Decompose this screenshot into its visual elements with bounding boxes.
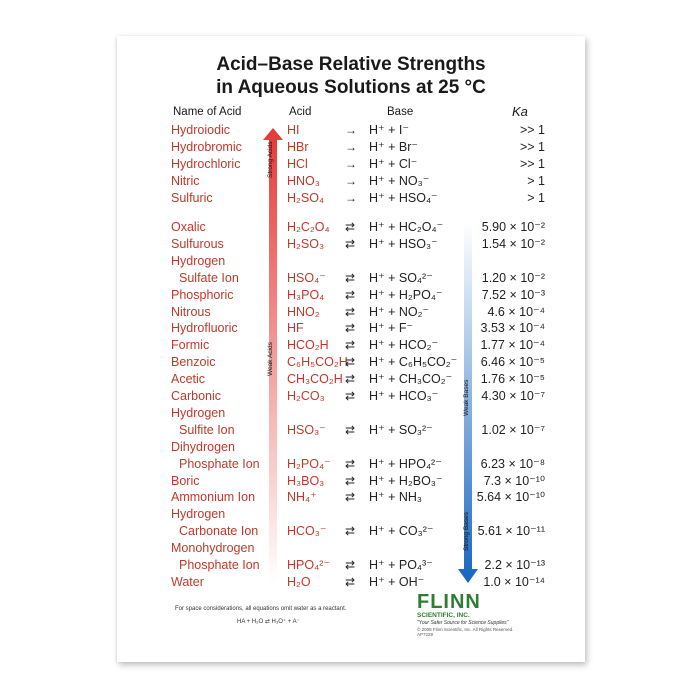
table-row (117, 320, 585, 337)
table-row (117, 354, 585, 371)
table-row (117, 190, 585, 207)
conjugate-base: H⁺ + H₂BO₃⁻ (369, 473, 443, 488)
table-row (117, 173, 585, 190)
acid-name: Benzoic (171, 355, 216, 370)
table-row (117, 337, 585, 354)
ka-value: > 1 (527, 174, 545, 188)
conjugate-base: H⁺ + HSO₃⁻ (369, 236, 438, 251)
reaction-arrow: ⇄ (345, 372, 356, 387)
ka-value: 7.3 × 10⁻¹⁰ (483, 473, 545, 488)
table-row (117, 405, 585, 422)
ka-value: 3.53 × 10⁻⁴ (480, 321, 545, 336)
acid-formula: HNO₃ (287, 174, 320, 188)
acid-formula: NH₄⁺ (287, 490, 317, 505)
table-row (117, 439, 585, 456)
ka-value: 5.61 × 10⁻¹¹ (477, 524, 545, 539)
acid-name: Nitrous (171, 304, 211, 319)
table-row (117, 139, 585, 156)
reaction-arrow: ⇄ (345, 456, 356, 471)
acid-formula: H₃BO₃ (287, 473, 325, 488)
reaction-arrow: ⇄ (345, 287, 356, 302)
acid-name: Phosphate Ion (179, 558, 260, 572)
table-row (117, 219, 585, 236)
ka-value: 6.46 × 10⁻⁵ (480, 355, 545, 370)
footnote: For space considerations, all equations omit water as a reactant. (175, 606, 347, 612)
acid-name: Carbonic (171, 389, 222, 403)
ka-value: >> 1 (519, 123, 545, 137)
ka-value: 1.77 × 10⁻⁴ (480, 338, 545, 353)
table-row (117, 270, 585, 287)
ka-value: >> 1 (519, 157, 545, 171)
acid-name: Hydrogen (171, 507, 226, 522)
logo-copyright: © 2008 Flinn Scientific, Inc. All Rights Reserved. (417, 627, 514, 632)
strong-acids-label: Strong Acids (267, 141, 274, 178)
ka-value: 4.30 × 10⁻⁷ (481, 389, 545, 403)
conjugate-base: H⁺ + I⁻ (369, 123, 409, 137)
acid-formula: HSO₄⁻ (287, 270, 326, 285)
ka-value: 1.76 × 10⁻⁵ (480, 372, 545, 387)
conjugate-base: H⁺ + NO₃⁻ (369, 174, 430, 188)
acid-formula: H₂PO₄⁻ (287, 456, 331, 471)
acid-formula: HNO₂ (287, 304, 320, 319)
table-row (117, 422, 585, 439)
conjugate-base: H⁺ + OH⁻ (369, 574, 425, 589)
conjugate-base: H⁺ + C₆H₅CO₂⁻ (369, 355, 458, 370)
acid-formula: HI (287, 123, 300, 137)
acid-name: Hydrochloric (171, 157, 241, 171)
acid-name: Phosphoric (171, 287, 234, 302)
acid-formula: H₂O (287, 574, 311, 589)
acid-name: Hydrogen (171, 253, 226, 268)
ka-value: 7.52 × 10⁻³ (481, 287, 545, 302)
reaction-arrow: ⇄ (345, 220, 356, 234)
acid-name: Sulfuric (171, 191, 213, 205)
ka-value: 6.23 × 10⁻⁸ (480, 456, 545, 471)
acid-name: Sulfite Ion (179, 422, 235, 437)
acid-name: Monohydrogen (171, 541, 255, 556)
conjugate-base: H⁺ + HC₂O₄⁻ (369, 220, 444, 234)
ka-value: 1.54 × 10⁻² (481, 236, 545, 251)
table-row (117, 371, 585, 388)
header-ka: Ka (512, 104, 528, 119)
acid-formula: HCO₂H (287, 338, 329, 353)
logo-main: FLINN (417, 591, 481, 613)
acid-name: Formic (171, 338, 210, 353)
acid-formula: H₂C₂O₄ (287, 220, 330, 234)
conjugate-base: H⁺ + HCO₃⁻ (369, 389, 439, 403)
acid-name: Carbonate Ion (179, 524, 259, 539)
reaction-arrow: ⇄ (345, 304, 356, 319)
logo-code: AP7229 (417, 632, 434, 637)
table-row (117, 236, 585, 253)
acid-base-poster (117, 36, 585, 662)
weak-bases-label: Weak Bases (463, 379, 470, 416)
table-row (117, 156, 585, 173)
reaction-arrow: ⇄ (345, 236, 356, 251)
reaction-arrow: ⇄ (345, 338, 356, 353)
reaction-arrow: ⇄ (345, 270, 356, 285)
reaction-arrow: → (345, 157, 357, 171)
acid-formula: H₃PO₄ (287, 287, 325, 302)
acid-formula: C₆H₅CO₂H (287, 355, 348, 370)
table-row (117, 489, 585, 506)
conjugate-base: H⁺ + CH₃CO₂⁻ (369, 372, 453, 387)
ka-value: 5.64 × 10⁻¹⁰ (476, 490, 545, 505)
table-row (117, 253, 585, 270)
conjugate-base: H⁺ + Br⁻ (369, 140, 418, 154)
acid-formula: H₂CO₃ (287, 389, 325, 403)
reaction-arrow: ⇄ (345, 355, 356, 370)
acid-formula: H₂SO₄ (287, 191, 325, 205)
acid-name: Sulfate Ion (179, 270, 239, 285)
header-acid: Acid (289, 106, 312, 118)
conjugate-base: H⁺ + SO₃²⁻ (369, 422, 433, 437)
conjugate-base: H⁺ + HPO₄²⁻ (369, 456, 442, 471)
acid-name: Boric (171, 473, 200, 488)
header-name-of-acid: Name of Acid (173, 106, 242, 118)
poster-title-line2: in Aqueous Solutions at 25 °C (216, 77, 486, 98)
conjugate-base: H⁺ + NH₃ (369, 490, 423, 505)
reaction-arrow: ⇄ (345, 422, 356, 437)
header-base: Base (387, 106, 414, 118)
acid-formula: CH₃CO₂H (287, 372, 343, 387)
reaction-arrow: → (345, 140, 357, 154)
conjugate-base: H⁺ + H₂PO₄⁻ (369, 287, 443, 302)
acid-name: Water (171, 574, 204, 589)
table-row (117, 304, 585, 321)
conjugate-base: H⁺ + HCO₂⁻ (369, 338, 439, 353)
ka-value: 1.20 × 10⁻² (481, 270, 545, 285)
acid-name: Dihydrogen (171, 439, 235, 454)
ka-value: 1.02 × 10⁻⁷ (481, 422, 545, 437)
conjugate-base: H⁺ + SO₄²⁻ (369, 270, 433, 285)
table-row (117, 287, 585, 304)
ka-value: > 1 (527, 191, 545, 205)
table-row (117, 523, 585, 540)
acid-name: Phosphate Ion (179, 456, 260, 471)
acid-name: Hydrofluoric (171, 321, 238, 336)
general-equation: HA + H₂O ⇄ H₃O⁺ + A⁻ (237, 619, 300, 625)
acid-name: Oxalic (171, 220, 206, 234)
ka-value: 4.6 × 10⁻⁴ (487, 304, 545, 319)
acid-name: Sulfurous (171, 236, 224, 251)
acid-name: Ammonium Ion (171, 490, 256, 505)
acid-formula: HCO₃⁻ (287, 524, 327, 539)
reaction-arrow: ⇄ (345, 490, 356, 505)
conjugate-base: H⁺ + HSO₄⁻ (369, 191, 438, 205)
acid-name: Hydroiodic (171, 123, 231, 137)
strong-bases-label: Strong Bases (463, 511, 470, 551)
ka-value: 5.90 × 10⁻² (481, 220, 545, 234)
poster-title-line1: Acid–Base Relative Strengths (216, 54, 486, 75)
logo-sub: SCIENTIFIC, INC. (417, 612, 470, 619)
conjugate-base: H⁺ + F⁻ (369, 321, 414, 336)
reaction-arrow: ⇄ (345, 558, 356, 572)
ka-value: 1.0 × 10⁻¹⁴ (483, 574, 545, 589)
acid-name: Acetic (171, 372, 206, 387)
reaction-arrow: ⇄ (345, 473, 356, 488)
conjugate-base: H⁺ + PO₄³⁻ (369, 558, 433, 572)
acid-formula: HCl (287, 157, 308, 171)
reaction-arrow: ⇄ (345, 574, 356, 589)
conjugate-base: H⁺ + NO₂⁻ (369, 304, 430, 319)
table-row (117, 388, 585, 405)
acid-name: Hydrobromic (171, 140, 242, 154)
acid-formula: HSO₃⁻ (287, 422, 326, 437)
reaction-arrow: → (345, 191, 357, 205)
table-row (117, 473, 585, 490)
acid-formula: HF (287, 321, 304, 336)
table-row (117, 506, 585, 523)
acid-formula: HPO₄²⁻ (287, 558, 330, 572)
table-row (117, 557, 585, 574)
conjugate-base: H⁺ + CO₃²⁻ (369, 524, 434, 539)
ka-value: >> 1 (519, 140, 545, 154)
acid-name: Nitric (171, 174, 200, 188)
table-row (117, 540, 585, 557)
acid-name: Hydrogen (171, 405, 226, 420)
flinn-logo (417, 591, 537, 637)
reaction-arrow: → (345, 174, 357, 188)
reaction-arrow: ⇄ (345, 321, 356, 336)
table-row (117, 574, 585, 591)
ka-value: 2.2 × 10⁻¹³ (484, 558, 545, 572)
conjugate-base: H⁺ + Cl⁻ (369, 157, 418, 171)
reaction-arrow: → (345, 123, 357, 137)
acid-formula: H₂SO₃ (287, 236, 325, 251)
reaction-arrow: ⇄ (345, 524, 356, 539)
acid-formula: HBr (287, 140, 309, 154)
weak-acids-label: Weak Acids (267, 342, 274, 376)
table-row (117, 456, 585, 473)
table-row (117, 122, 585, 139)
logo-tagline: "Your Safer Source for Science Supplies" (417, 620, 509, 626)
reaction-arrow: ⇄ (345, 389, 356, 403)
